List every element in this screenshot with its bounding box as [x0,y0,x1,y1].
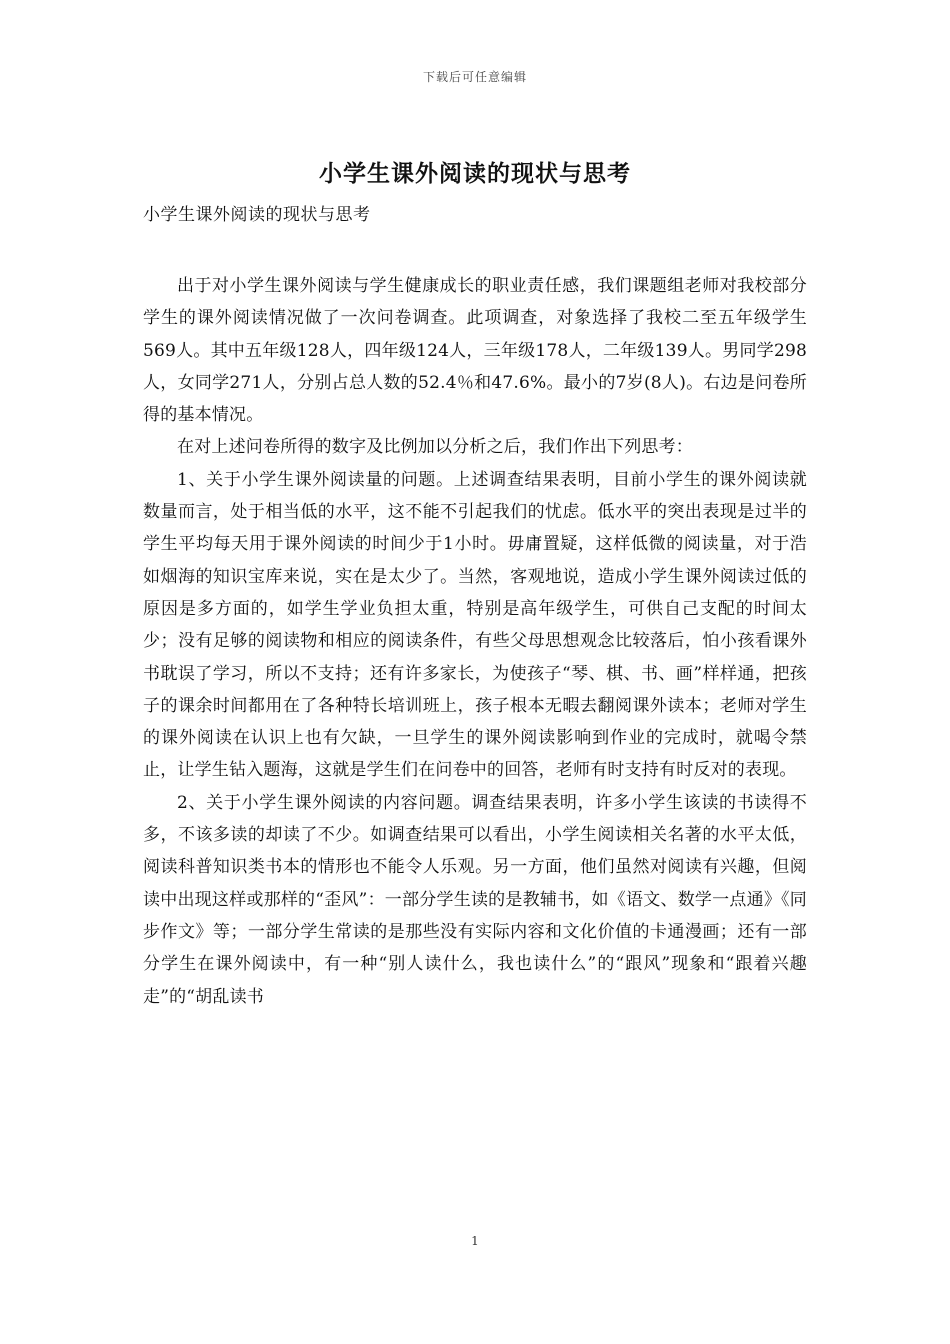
paragraph-analysis-lead: 在对上述问卷所得的数字及比例加以分析之后，我们作出下列思考： [177,437,693,458]
paragraph-reading-amount: 1、关于小学生课外阅读量的问题。上述调查结果表明，目前小学生的课外阅读就数量而言，处于相当低的水平，这不能不引起我们的忧虑。低水平的突出表现是过半的学生平均每天用于课外阅读的时间少于1小时。毋庸置疑，这样低微的阅读量，对于浩如烟海的知识宝库来说，实在是太少了。当然，客观地说，造成小学生课外阅读过低的原因是多方面的，如学生学业负担太重，特别是高年级学生，可供自己支配的时间太少；没有足够的阅读物和相应的阅读条件，有些父母思想观念比较落后，怕小孩看课外书耽误了学习，所以不支持；还有许多家长，为使孩子“琴、棋、书、画”样样通，把孩子的课余时间都用在了各种特长培训班上，孩子根本无暇去翻阅课外读本；老师对学生的课外阅读在认识上也有欠缺，一旦学生的课外阅读影响到作业的完成时，就喝令禁止，让学生钻入题海，这就是学生们在问卷中的回答，老师有时支持有时反对的表现。 [143,469,807,781]
document-subtitle: 小学生课外阅读的现状与思考 [143,205,371,225]
document-title: 小学生课外阅读的现状与思考 [319,160,631,187]
document-body [143,270,807,1013]
paragraph-reading-content: 2、关于小学生课外阅读的内容问题。调查结果表明，许多小学生该读的书读得不多，不该多读的却读了不少。如调查结果可以看出，小学生阅读相关名著的水平太低，阅读科普知识类书本的情形也不能令人乐观。另一方面，他们虽然对阅读有兴趣，但阅读中出现这样或那样的“歪风”：一部分学生读的是教辅书，如《语文、数学一点通》《同步作文》等；一部分学生常读的是那些没有实际内容和文化价值的卡通漫画；还有一部分学生在课外阅读中，有一种“别人读什么，我也读什么”的“跟风”现象和“跟着兴趣走”的“胡乱读书 [143,792,807,1007]
paragraph-survey-intro: 出于对小学生课外阅读与学生健康成长的职业责任感，我们课题组老师对我校部分学生的课外阅读情况做了一次问卷调查。此项调查，对象选择了我校二至五年级学生569人。其中五年级128人，四年级124人，三年级178人，二年级139人。男同学298人，女同学271人，分别占总人数的52.4％和47.6%。最小的7岁(8人)。右边是问卷所得的基本情况。 [143,276,807,426]
page-number: 1 [471,1234,479,1248]
header-note: 下载后可任意编辑 [422,70,527,84]
